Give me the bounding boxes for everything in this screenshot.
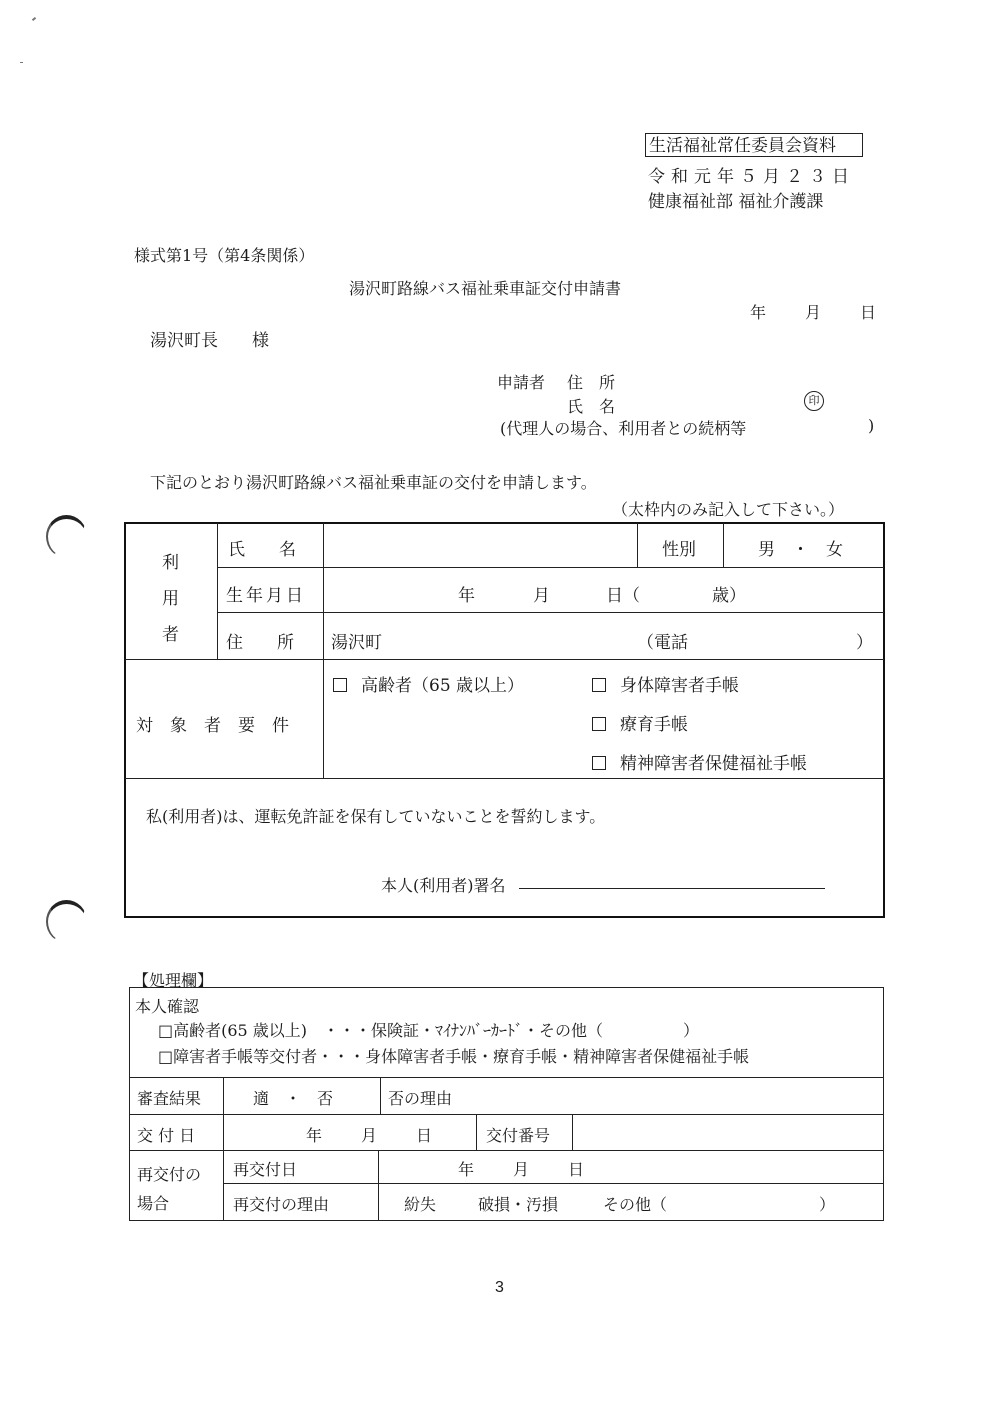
user-section-label-1: 利 <box>162 553 179 573</box>
row-line <box>217 567 884 568</box>
reissue-day[interactable]: 日 <box>568 1160 585 1179</box>
reason-other-close: ） <box>819 1195 836 1214</box>
req-elderly-checkbox[interactable] <box>333 671 524 696</box>
row-line <box>125 778 884 779</box>
intro-text: 下記のとおり湯沢町路線バス福祉乗車証の交付を申請します。 <box>150 473 597 492</box>
seal-mark: 印 <box>804 391 824 411</box>
review-label: 審査結果 <box>137 1089 202 1108</box>
birth-month[interactable]: 月 <box>533 586 550 606</box>
req-mental-label: 精神障害者保健福祉手帳 <box>620 754 807 774</box>
reissue-label-1: 再交付の <box>137 1165 202 1184</box>
address-label: 住 所 <box>226 633 294 653</box>
date-month: 月 <box>805 303 822 322</box>
col-line <box>378 1150 379 1221</box>
identity-label: 本人確認 <box>135 997 200 1016</box>
row-line <box>223 1183 884 1184</box>
checkbox-icon[interactable] <box>592 678 606 692</box>
issue-date-label: 交 付 日 <box>137 1126 196 1145</box>
gender-label: 性別 <box>662 540 696 560</box>
requirements-label: 対 象 者 要 件 <box>136 716 289 736</box>
reissue-month[interactable]: 月 <box>513 1160 530 1179</box>
col-line <box>223 1077 224 1221</box>
reason-damaged[interactable]: 破損・汚損 <box>478 1195 559 1214</box>
committee-label: 生活福祉常任委員会資料 <box>645 133 863 157</box>
signature-line[interactable] <box>519 888 825 889</box>
birth-day[interactable]: 日（ <box>606 586 640 606</box>
row-line <box>125 659 884 660</box>
pledge-text: 私(利用者)は、運転免許証を保有していないことを誓約します。 <box>146 807 606 826</box>
phone-close: ） <box>856 633 873 653</box>
page-number: 3 <box>495 1279 504 1296</box>
user-section-label-2: 用 <box>162 589 179 609</box>
reason-lost[interactable]: 紛失 <box>404 1195 437 1214</box>
req-rehab-label: 療育手帳 <box>620 715 688 735</box>
applicant-name-label: 氏 名 <box>567 397 616 416</box>
gender-options[interactable]: 男 ・ 女 <box>758 540 843 560</box>
checkbox-icon[interactable] <box>333 678 347 692</box>
punch-hole-bottom <box>46 900 87 943</box>
col-line <box>572 1114 573 1150</box>
signature-label: 本人(利用者)署名 <box>381 876 506 895</box>
review-options[interactable]: 適 ・ 否 <box>253 1089 334 1108</box>
date-year: 年 <box>750 303 767 322</box>
row-line <box>129 1114 884 1115</box>
col-line <box>476 1114 477 1150</box>
col-line <box>217 523 218 659</box>
address-value[interactable]: 湯沢町 <box>331 633 382 653</box>
birth-age[interactable]: 歳） <box>712 586 746 606</box>
form-title: 湯沢町路線バス福祉乗車証交付申請書 <box>349 279 622 298</box>
birth-label: 生年月日 <box>226 586 306 606</box>
req-rehab-checkbox[interactable] <box>592 710 688 735</box>
scan-speck <box>32 17 36 21</box>
applicant-label: 申請者 <box>497 373 546 392</box>
phone-open[interactable]: （電話 <box>637 633 688 653</box>
checkbox-icon[interactable] <box>592 756 606 770</box>
identity-elderly-line: □高齢者(65 歳以上) ・・・保険証・ﾏｲﾅﾝﾊﾞｰｶｰﾄﾞ・その他（ ） <box>158 1021 700 1040</box>
checkbox-icon[interactable] <box>592 717 606 731</box>
col-line <box>380 1077 381 1114</box>
processing-title: 【処理欄】 <box>133 971 214 990</box>
scan-speck <box>20 62 23 63</box>
rejection-reason-label: 否の理由 <box>388 1089 453 1108</box>
req-elderly-label: 高齢者（65 歳以上） <box>361 676 525 696</box>
header-date: 令和元年５月２３日 <box>648 167 855 187</box>
req-physical-label: 身体障害者手帳 <box>620 676 739 696</box>
identity-disability-line: □障害者手帳等交付者・・・身体障害者手帳・療育手帳・精神障害者保健福祉手帳 <box>158 1047 750 1066</box>
col-line <box>637 523 638 567</box>
row-line <box>129 1077 884 1078</box>
birth-year[interactable]: 年 <box>458 586 475 606</box>
applicant-address-label: 住 所 <box>567 373 616 392</box>
user-section-label-3: 者 <box>162 625 179 645</box>
issue-day[interactable]: 日 <box>416 1126 433 1145</box>
reissue-year[interactable]: 年 <box>458 1160 475 1179</box>
name-label: 氏 名 <box>228 540 296 560</box>
reissue-label-2: 場合 <box>137 1194 170 1213</box>
punch-hole-top <box>46 515 87 558</box>
reissue-date-label: 再交付日 <box>233 1160 298 1179</box>
row-line <box>217 612 884 613</box>
issue-number-label: 交付番号 <box>486 1126 551 1145</box>
proxy-close: ) <box>868 416 875 435</box>
req-physical-checkbox[interactable] <box>592 671 739 696</box>
col-line <box>323 523 324 778</box>
row-line <box>129 1150 884 1151</box>
reissue-reason-label: 再交付の理由 <box>233 1195 330 1214</box>
header-department: 健康福祉部 福祉介護課 <box>648 192 824 212</box>
req-mental-checkbox[interactable] <box>592 749 807 774</box>
name-input[interactable] <box>326 525 634 565</box>
issue-year[interactable]: 年 <box>306 1126 323 1145</box>
proxy-note: (代理人の場合、利用者との続柄等 <box>500 419 747 438</box>
instruction: （太枠内のみ記入して下さい。） <box>612 500 845 519</box>
issue-month[interactable]: 月 <box>361 1126 378 1145</box>
style-number: 様式第1号（第4条関係） <box>134 246 315 265</box>
col-line <box>723 523 724 567</box>
addressee: 湯沢町長 様 <box>150 331 269 351</box>
reason-other[interactable]: その他（ <box>603 1195 668 1214</box>
date-day: 日 <box>860 303 877 322</box>
